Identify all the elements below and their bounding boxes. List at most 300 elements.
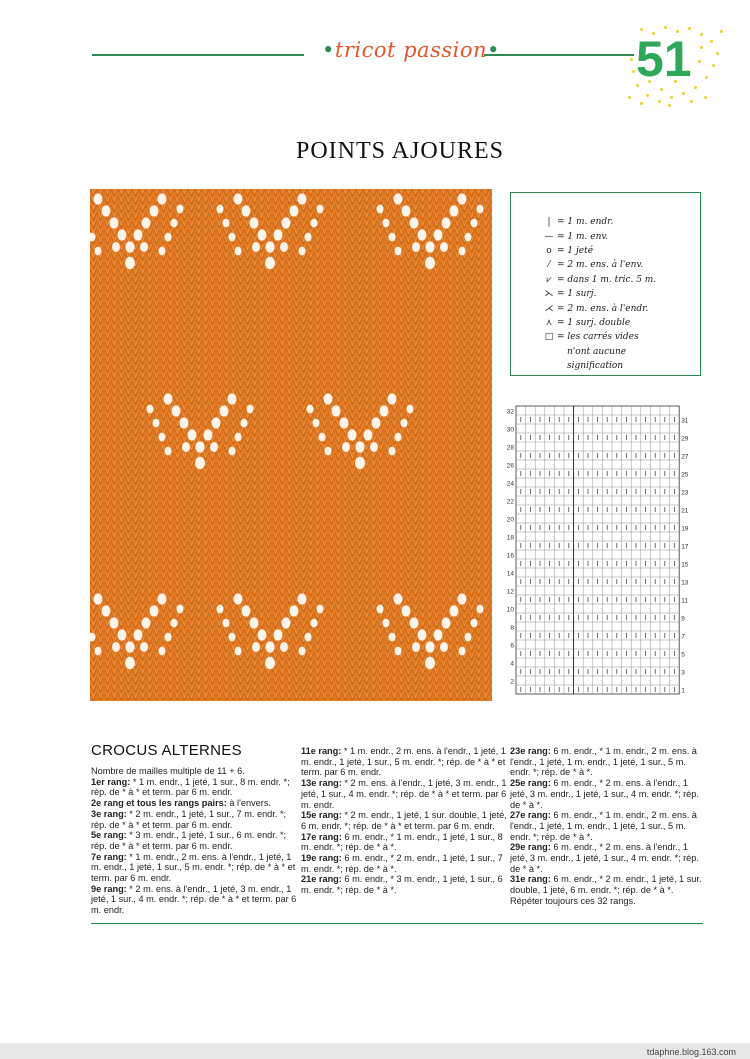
eyelet-hole: [477, 205, 484, 214]
dot: [658, 100, 661, 103]
eyelet-hole: [471, 219, 478, 228]
row-text: * 2 m. endr., 1 jeté, 1 sur., 7 m. endr. *; rép. de * à * et term. par 6 m. endr.: [91, 808, 287, 830]
eyelet-hole: [282, 217, 291, 228]
eyelet-hole: [465, 633, 472, 642]
eyelet-hole: [220, 405, 229, 416]
row-number-right: 21: [681, 507, 689, 515]
eyelet-hole: [442, 617, 451, 628]
eyelet-hole: [217, 605, 224, 614]
instruction-row: [301, 778, 507, 810]
eyelet-hole: [471, 619, 478, 628]
row-number-right: 3: [681, 669, 685, 677]
eyelet-hole: [95, 247, 102, 256]
eyelet-hole: [180, 417, 189, 428]
row-label: 23e rang:: [510, 746, 551, 756]
row-number-right: 13: [681, 579, 689, 587]
eyelet-hole: [317, 605, 324, 614]
dot: [668, 104, 671, 107]
eyelet-hole: [134, 629, 143, 640]
eyelet-hole: [383, 219, 390, 228]
eyelet-hole: [377, 205, 384, 214]
dot: [632, 70, 635, 73]
page-title: POINTS AJOURES: [295, 138, 505, 164]
instruction-row: [510, 810, 706, 842]
eyelet-hole: [401, 419, 408, 428]
instruction-row: [301, 810, 507, 831]
legend-symbol: —: [544, 231, 554, 242]
eyelet-hole: [394, 193, 403, 204]
row-number-right: 23: [681, 489, 689, 497]
instruction-row: [510, 874, 706, 895]
eyelet-hole: [317, 205, 324, 214]
eyelet-hole: [204, 429, 213, 440]
legend-text: = les carrés vides: [557, 332, 639, 343]
eyelet-hole: [171, 219, 178, 228]
eyelet-hole: [325, 447, 332, 456]
legend-item: [543, 215, 700, 229]
eyelet-hole: [158, 593, 167, 604]
instruction-row: [91, 830, 297, 851]
row-text: * 2 m. ens. à l'endr., 1 jeté, 3 m. endr., 1 jeté, 1 sur., 4 m. endr. *; rép. de * à * et term. par 6 m. endr.: [91, 883, 297, 916]
eyelet-hole: [465, 233, 472, 242]
legend-symbol: ⋏: [545, 317, 553, 328]
legend-text: = 1 m. endr.: [557, 217, 614, 228]
dot: [710, 40, 713, 43]
eyelet-hole: [459, 647, 466, 656]
eyelet-hole: [299, 247, 306, 256]
row-number-right: 25: [681, 471, 689, 479]
legend-item: [543, 273, 700, 287]
bottom-band: [0, 1043, 750, 1059]
row-number-left: 16: [506, 552, 514, 560]
legend-item: [543, 316, 700, 330]
row-number-left: 10: [506, 606, 514, 614]
eyelet-hole: [274, 229, 283, 240]
legend-text: = 1 jeté: [557, 245, 594, 256]
eyelet-hole: [477, 605, 484, 614]
row-number-right: 11: [681, 597, 688, 605]
knit-swatch-photo: [90, 189, 492, 701]
eyelet-hole: [298, 593, 307, 604]
eyelet-hole: [247, 405, 254, 414]
row-label: 2e rang et tous les rangs pairs:: [91, 798, 227, 809]
eyelet-hole: [402, 205, 411, 216]
dot: [700, 46, 703, 49]
row-number-right: 5: [681, 651, 685, 659]
eyelet-hole: [434, 629, 443, 640]
eyelet-hole: [177, 205, 184, 214]
eyelet-hole: [450, 205, 459, 216]
eyelet-hole: [110, 217, 119, 228]
eyelet-hole: [372, 417, 381, 428]
instruction-row: [301, 746, 507, 778]
legend-symbol: o: [546, 245, 552, 256]
eyelet-hole: [134, 229, 143, 240]
row-number-left: 4: [510, 660, 514, 668]
dot: [712, 64, 715, 67]
instruction-row: [301, 874, 507, 895]
row-label: 3e rang:: [91, 808, 127, 819]
footer-rule: [91, 923, 703, 924]
instruction-row: [301, 853, 507, 874]
eyelet-hole: [94, 193, 103, 204]
instruction-row: [91, 777, 297, 798]
row-number-left: 30: [506, 426, 514, 434]
dot: [705, 76, 708, 79]
eyelet-hole: [150, 605, 159, 616]
eyelet-hole: [265, 257, 275, 270]
eyelet-hole: [140, 642, 148, 652]
eyelet-hole: [210, 442, 218, 452]
eyelet-hole: [418, 629, 427, 640]
legend-text: = 2 m. ens. à l'endr.: [557, 303, 649, 314]
eyelet-hole: [395, 647, 402, 656]
eyelet-hole: [458, 593, 467, 604]
eyelet-hole: [324, 393, 333, 404]
eyelet-hole: [394, 593, 403, 604]
stitch-count: Nombre de mailles multiple de 11 + 6.: [91, 766, 245, 776]
eyelet-hole: [407, 405, 414, 414]
dot: [670, 96, 673, 99]
dot: [720, 30, 723, 33]
eyelet-hole: [252, 242, 260, 252]
legend-text: = 1 m. env.: [557, 231, 609, 242]
dot: [682, 92, 685, 95]
eyelet-hole: [290, 605, 299, 616]
eyelet-hole: [250, 217, 259, 228]
instruction-row: [510, 842, 706, 874]
eyelet-hole: [182, 442, 190, 452]
eyelet-hole: [147, 405, 154, 414]
eyelet-hole: [165, 633, 172, 642]
legend-item: [543, 244, 700, 258]
eyelet-hole: [235, 247, 242, 256]
row-text: 6 m. endr., * 1 m. endr., 2 m. ens. à l'endr., 1 jeté, 1 m. endr., 1 jeté, 1 sur., 5 m. endr. *; rép. de * à *.: [510, 746, 697, 778]
eyelet-hole: [212, 417, 221, 428]
eyelet-hole: [112, 642, 120, 652]
row-text: * 1 m. endr., 2 m. ens. à l'endr., 1 jeté, 1 m. endr., 1 jeté, 1 sur., 5 m. endr. *; rép. de * à * et term. par 6 m. endr.: [91, 851, 296, 884]
row-label: 27e rang:: [510, 810, 551, 821]
eyelet-hole: [370, 442, 378, 452]
instructions-column-3: [510, 746, 706, 907]
row-text: * 1 m. endr., 2 m. ens. à l'endr., 1 jeté, 1 m. endr., 1 jeté, 1 sur., 5 m. endr. *; rép. de * à * et term. par 6 m. endr.: [301, 746, 507, 778]
eyelet-hole: [118, 229, 127, 240]
eyelet-hole: [425, 657, 435, 670]
legend-symbol: □: [544, 332, 554, 343]
eyelet-hole: [94, 593, 103, 604]
dot: [628, 96, 631, 99]
eyelet-hole: [223, 219, 230, 228]
dot: [716, 52, 719, 55]
eyelet-hole: [280, 642, 288, 652]
row-number-left: 14: [506, 570, 514, 578]
legend-text: signification: [567, 361, 624, 372]
row-label: 1er rang:: [91, 776, 131, 787]
dot: [690, 100, 693, 103]
row-number-left: 20: [506, 516, 514, 524]
eyelet-hole: [110, 617, 119, 628]
eyelet-hole: [313, 419, 320, 428]
eyelet-hole: [311, 619, 318, 628]
eyelet-hole: [229, 233, 236, 242]
eyelet-hole: [305, 233, 312, 242]
closing-note: Répéter toujours ces 32 rangs.: [510, 895, 636, 906]
header-rule-right: [484, 54, 634, 56]
eyelet-hole: [459, 247, 466, 256]
eyelet-hole: [342, 442, 350, 452]
eyelet-hole: [307, 405, 314, 414]
dot: [640, 102, 643, 105]
eyelet-hole: [242, 205, 251, 216]
row-label: 25e rang:: [510, 778, 551, 789]
row-text: à l'envers.: [226, 798, 271, 809]
eyelet-hole: [159, 647, 166, 656]
row-number-left: 28: [506, 444, 514, 452]
eyelet-hole: [383, 619, 390, 628]
row-text: * 1 m. endr., 1 jeté, 1 sur., 8 m. endr. *; rép. de * à * et term. par 6 m. endr.: [91, 776, 290, 798]
row-text: 6 m. endr., * 1 m. endr., 2 m. ens. à l'endr., 1 jeté, 1 m. endr., 1 jeté, 1 sur., 5 m. endr. *; rép. de * à *.: [510, 810, 697, 842]
legend-text: = 1 surj. double: [557, 317, 631, 328]
legend-item: [543, 258, 700, 272]
eyelet-hole: [389, 633, 396, 642]
row-number-left: 22: [506, 498, 514, 506]
row-number-left: 8: [510, 624, 514, 632]
eyelet-hole: [235, 647, 242, 656]
eyelet-hole: [217, 205, 224, 214]
row-label: 11e rang:: [301, 746, 342, 756]
section-title: CROCUS ALTERNES: [91, 742, 242, 759]
instruction-row: [510, 778, 706, 810]
header-rule-left: [92, 54, 304, 56]
legend-text: = 1 surj.: [557, 289, 597, 300]
eyelet-hole: [164, 393, 173, 404]
eyelet-hole: [265, 657, 275, 670]
symbol-legend: [510, 192, 701, 376]
eyelet-hole: [165, 233, 172, 242]
row-label: 31e rang:: [510, 874, 551, 885]
eyelet-hole: [196, 441, 205, 452]
eyelet-hole: [395, 247, 402, 256]
row-text: 6 m. endr., * 1 m. endr., 1 jeté, 1 sur., 8 m. endr. *; rép. de * à *.: [301, 831, 503, 853]
eyelet-hole: [377, 605, 384, 614]
eyelet-hole: [388, 393, 397, 404]
row-number-right: 17: [681, 543, 689, 551]
eyelet-hole: [305, 633, 312, 642]
row-label: 7e rang:: [91, 851, 127, 862]
eyelet-hole: [126, 241, 135, 252]
eyelet-hole: [125, 257, 135, 270]
eyelet-hole: [389, 233, 396, 242]
row-number-right: 9: [681, 615, 685, 623]
eyelet-hole: [450, 605, 459, 616]
watermark: tdaphne.blog.163.com: [646, 1047, 736, 1057]
row-text: 6 m. endr., * 3 m. endr., 1 jeté, 1 sur., 6 m. endr. *; rép. de * à *.: [301, 874, 503, 896]
eyelet-hole: [395, 433, 402, 442]
row-number-left: 26: [506, 462, 514, 470]
instruction-row: [91, 852, 297, 884]
legend-item: [543, 359, 700, 373]
legend-symbol: ⁄: [548, 260, 550, 271]
knit-swatch-image: [90, 189, 492, 701]
row-number-right: 15: [681, 561, 689, 569]
legend-item: [543, 345, 700, 359]
eyelet-hole: [258, 229, 267, 240]
instructions-column-1: [91, 766, 297, 916]
row-number-right: 19: [681, 525, 689, 533]
eyelet-hole: [311, 219, 318, 228]
eyelet-hole: [440, 642, 448, 652]
eyelet-hole: [410, 217, 419, 228]
eyelet-hole: [112, 242, 120, 252]
eyelet-hole: [234, 593, 243, 604]
eyelet-hole: [402, 605, 411, 616]
row-number-right: 1: [681, 687, 685, 695]
eyelet-hole: [235, 433, 242, 442]
eyelet-hole: [250, 617, 259, 628]
eyelet-hole: [425, 257, 435, 270]
page-number: 51: [636, 31, 692, 87]
eyelet-hole: [418, 229, 427, 240]
eyelet-hole: [282, 617, 291, 628]
dot: [694, 86, 697, 89]
eyelet-hole: [172, 405, 181, 416]
row-label: 5e rang:: [91, 830, 127, 841]
row-number-left: 12: [506, 588, 514, 596]
eyelet-hole: [426, 241, 435, 252]
row-text: 6 m. endr., * 2 m. ens. à l'endr., 1 jeté, 3 m. endr., 1 jeté, 1 sur., 4 m. endr. *; rép. de * à *.: [510, 842, 699, 874]
eyelet-hole: [159, 433, 166, 442]
row-text: * 3 m. endr., 1 jeté, 1 sur., 6 m. endr. *; rép. de * à * et term. par 6 m. endr.: [91, 830, 287, 851]
eyelet-hole: [298, 193, 307, 204]
instruction-row: [91, 884, 297, 916]
eyelet-hole: [228, 393, 237, 404]
eyelet-hole: [150, 205, 159, 216]
row-text: * 2 m. ens. à l'endr., 1 jeté, 3 m. endr., 1 jeté, 1 sur., 4 m. endr. *; rép. de * à * et term. par 6 m. endr.: [301, 778, 507, 810]
eyelet-hole: [153, 419, 160, 428]
eyelet-hole: [159, 247, 166, 256]
eyelet-hole: [234, 193, 243, 204]
eyelet-hole: [380, 405, 389, 416]
row-label: 21e rang:: [301, 874, 342, 885]
row-label: 17e rang:: [301, 831, 342, 842]
eyelet-hole: [434, 229, 443, 240]
eyelet-hole: [241, 419, 248, 428]
dot: [630, 58, 633, 61]
eyelet-hole: [229, 447, 236, 456]
dot: [660, 88, 663, 91]
row-label: 29e rang:: [510, 842, 551, 853]
legend-text: = 2 m. ens. à l'env.: [557, 260, 644, 271]
eyelet-hole: [158, 193, 167, 204]
eyelet-hole: [410, 617, 419, 628]
eyelet-hole: [171, 619, 178, 628]
knitting-chart-grid: [504, 402, 694, 707]
row-number-left: 24: [506, 480, 514, 488]
eyelet-hole: [102, 605, 111, 616]
eyelet-hole: [229, 633, 236, 642]
legend-text: n'ont aucune: [567, 346, 627, 357]
instructions-column-2: [301, 746, 507, 896]
eyelet-hole: [266, 641, 275, 652]
eyelet-hole: [412, 242, 420, 252]
eyelet-hole: [95, 647, 102, 656]
legend-symbol: |: [547, 217, 551, 228]
eyelet-hole: [290, 205, 299, 216]
instruction-row: [510, 746, 706, 778]
row-label: 13e rang:: [301, 778, 342, 789]
eyelet-hole: [118, 629, 127, 640]
eyelet-hole: [348, 429, 357, 440]
row-label: 15e rang:: [301, 810, 342, 821]
row-text: 6 m. endr., * 2 m. endr., 1 jeté, 1 sur. double, 1 jeté, 6 m. endr. *; rép. de * à *.: [510, 874, 702, 896]
row-number-right: 31: [681, 417, 689, 425]
legend-item: [543, 287, 700, 301]
row-text: 6 m. endr., * 2 m. endr., 1 jeté, 1 sur., 7 m. endr. *; rép. de * à *.: [301, 853, 503, 874]
eyelet-hole: [389, 447, 396, 456]
dot: [698, 60, 701, 63]
eyelet-hole: [242, 605, 251, 616]
eyelet-hole: [140, 242, 148, 252]
eyelet-hole: [223, 619, 230, 628]
instruction-row: [91, 798, 297, 809]
eyelet-hole: [142, 217, 151, 228]
eyelet-hole: [258, 629, 267, 640]
row-text: 6 m. endr., * 2 m. ens. à l'endr., 1 jeté, 3 m. endr., 1 jeté, 1 sur., 4 m. endr. *; rép. de * à *.: [510, 778, 699, 810]
legend-symbol: ⩗: [546, 274, 552, 285]
legend-symbol: ⋌: [544, 303, 554, 314]
dot: [700, 33, 703, 36]
eyelet-hole: [274, 629, 283, 640]
eyelet-hole: [299, 647, 306, 656]
eyelet-hole: [165, 447, 172, 456]
eyelet-hole: [442, 217, 451, 228]
legend-item: [543, 330, 700, 344]
eyelet-hole: [340, 417, 349, 428]
row-number-right: 27: [681, 453, 689, 461]
row-number-left: 18: [506, 534, 514, 542]
eyelet-hole: [266, 241, 275, 252]
eyelet-hole: [364, 429, 373, 440]
row-number-left: 32: [506, 408, 514, 416]
eyelet-hole: [355, 457, 365, 470]
row-text: * 2 m. endr., 1 jeté, 1 sur. double, 1 jeté, 6 m. endr. *; rép. de * à * et term. par 6 m. endr.: [301, 810, 507, 831]
eyelet-hole: [102, 205, 111, 216]
legend-text: = dans 1 m. tric. 5 m.: [557, 274, 657, 285]
eyelet-hole: [412, 642, 420, 652]
eyelet-hole: [280, 242, 288, 252]
eyelet-hole: [252, 642, 260, 652]
eyelet-hole: [195, 457, 205, 470]
eyelet-hole: [458, 193, 467, 204]
row-label: 9e rang:: [91, 883, 127, 894]
eyelet-hole: [177, 605, 184, 614]
dot: [646, 94, 649, 97]
legend-item: [543, 229, 700, 243]
row-number-left: 6: [510, 642, 514, 650]
eyelet-hole: [319, 433, 326, 442]
eyelet-hole: [125, 657, 135, 670]
brand-logo: •tricot passion•: [322, 38, 500, 62]
knitting-chart: [504, 402, 694, 707]
row-label: 19e rang:: [301, 853, 342, 864]
eyelet-hole: [356, 441, 365, 452]
legend-item: [543, 301, 700, 315]
row-number-right: 7: [681, 633, 685, 641]
dot: [704, 96, 707, 99]
eyelet-hole: [440, 242, 448, 252]
instruction-row: [301, 832, 507, 853]
instruction-row: [91, 809, 297, 830]
